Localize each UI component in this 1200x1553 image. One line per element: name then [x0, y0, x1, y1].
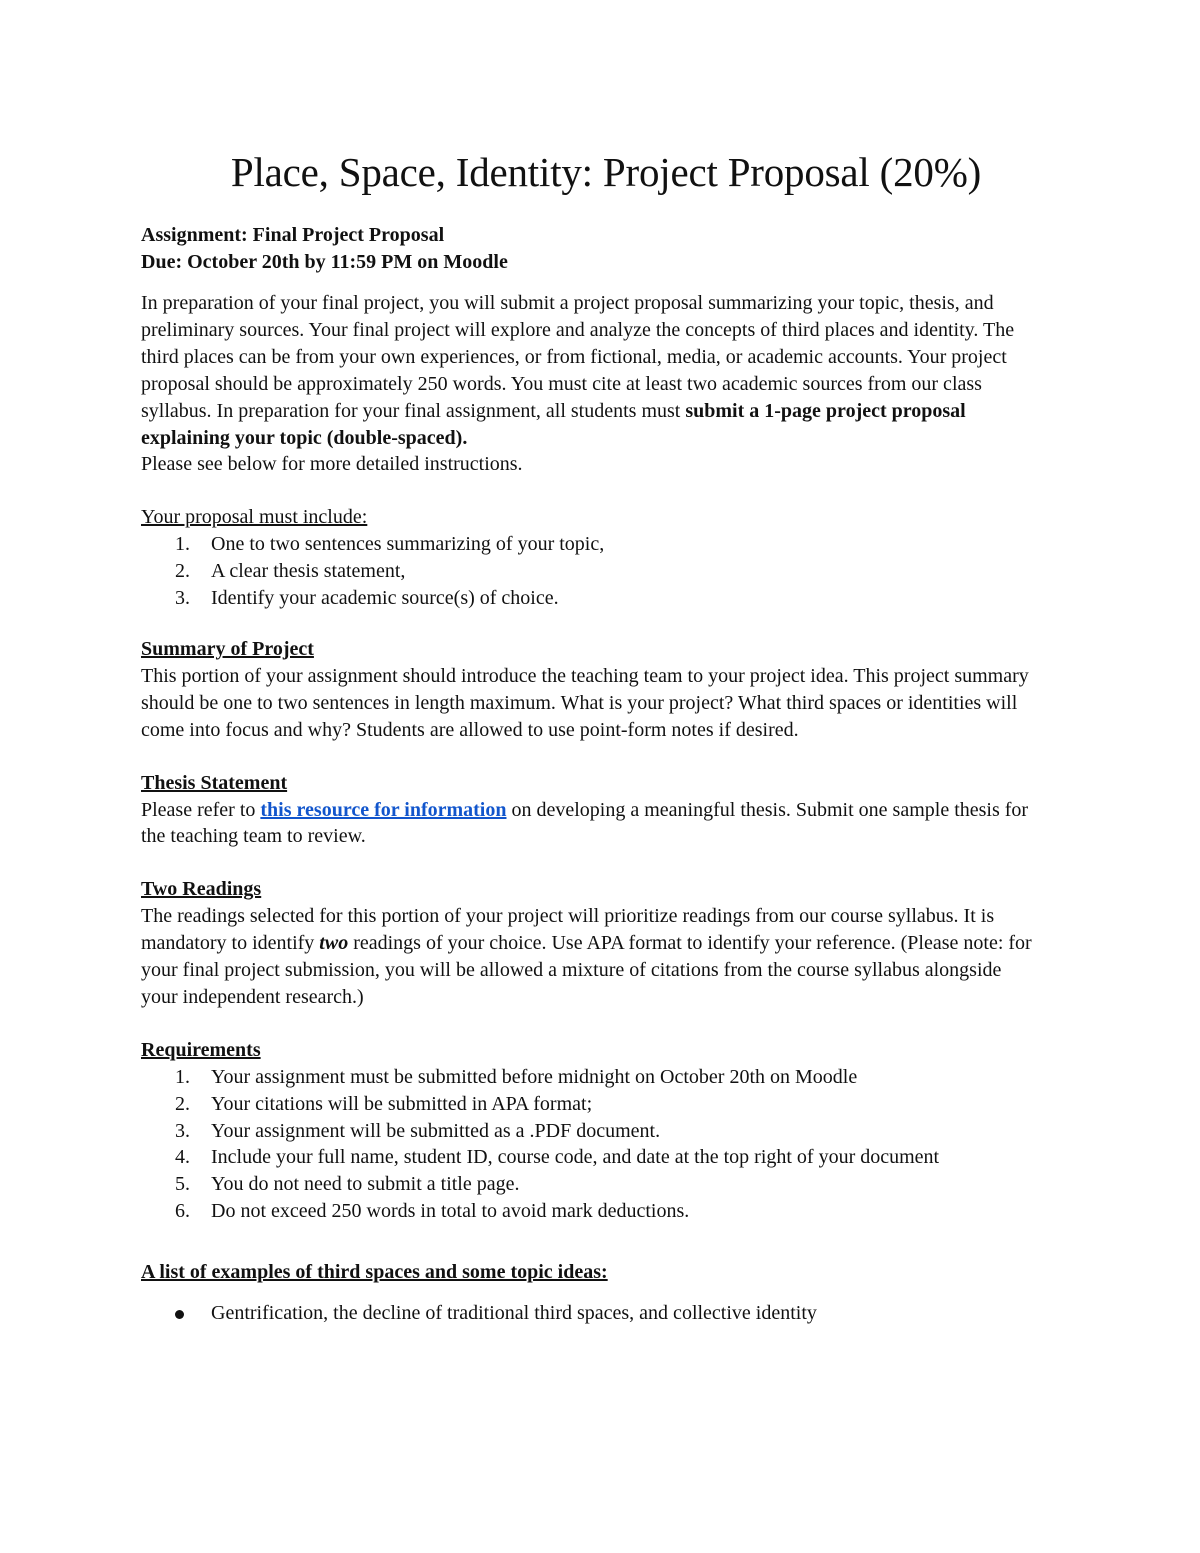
readings-italic-text: two: [319, 932, 349, 955]
list-number: 5.: [175, 1173, 190, 1196]
assignment-meta: [141, 222, 1041, 276]
readings-paragraph: [141, 903, 1041, 1011]
summary-text: This portion of your assignment should introduce the teaching team to your project idea. This project summary should be one to two sentences in length maximum. What is your project? What third spaces or identities will come into focus and why? Students are allowed to use point-form notes if desired.: [141, 664, 1029, 741]
list-text: Gentrification, the decline of traditional third spaces, and collective identity: [211, 1302, 817, 1325]
list-item: [141, 1118, 1041, 1145]
list-number: 3.: [175, 1119, 190, 1142]
readings-section: [141, 876, 1041, 1011]
thesis-resource-link[interactable]: this resource for information: [260, 798, 507, 821]
requirements-list: [141, 1064, 1041, 1225]
list-text: You do not need to submit a title page.: [211, 1173, 520, 1196]
thesis-section: [141, 770, 1041, 851]
due-line: Due: October 20th by 11:59 PM on Moodle: [141, 251, 508, 273]
list-text: Your assignment must be submitted before midnight on October 20th on Moodle: [211, 1065, 858, 1088]
list-text: Your assignment will be submitted as a .PDF document.: [211, 1119, 661, 1142]
assignment-line: Assignment: Final Project Proposal: [141, 224, 445, 246]
requirements-heading: Requirements: [141, 1038, 261, 1061]
thesis-text-after: on developing a meaningful thesis. Submit one sample thesis for the teaching team to review.: [141, 798, 1029, 848]
intro-text: In preparation of your final project, you will submit a project proposal summarizing your topic, thesis, and preliminary sources. Your final project will explore and analyze the concepts of third places and identity. The third places can be from your own experiences, or from fictional, media, or academic accounts. Your project proposal should be approximately 250 words. You must cite at least two academic sources from our class syllabus. In preparation for your final assignment, all students must: [141, 292, 1015, 422]
list-item: [141, 1198, 1041, 1225]
list-number: 2.: [175, 560, 190, 583]
list-item: [141, 1064, 1041, 1091]
list-number: 3.: [175, 587, 190, 610]
proposal-include-heading: Your proposal must include:: [141, 506, 368, 529]
summary-section: [141, 636, 1041, 744]
list-number: 1.: [175, 533, 190, 556]
list-item: [141, 1091, 1041, 1118]
list-number: 4.: [175, 1146, 190, 1169]
readings-text-before: The readings selected for this portion of your project will prioritize readings from our course syllabus. It is mandatory to identify: [141, 905, 995, 955]
intro-after-text: Please see below for more detailed instructions.: [141, 453, 523, 476]
list-item: [141, 585, 1041, 612]
list-text: A clear thesis statement,: [211, 560, 406, 583]
summary-heading: Summary of Project: [141, 637, 314, 660]
intro-paragraph: [141, 290, 1041, 478]
list-item: [141, 1300, 1041, 1327]
examples-heading: A list of examples of third spaces and some topic ideas:: [141, 1261, 608, 1284]
thesis-text-before: Please refer to: [141, 798, 261, 821]
readings-text-after: readings of your choice. Use APA format to identify your reference. (Please note: for your final project submission, you will be allowed a mixture of citations from the course syllabus alongside your independent research.): [141, 932, 1032, 1008]
list-item: [141, 1171, 1041, 1198]
document-title: Place, Space, Identity: Project Proposal (20%): [230, 149, 982, 195]
readings-heading: Two Readings: [141, 878, 262, 901]
examples-list: [141, 1300, 1041, 1327]
list-number: 6.: [175, 1200, 190, 1223]
proposal-include-list: [141, 531, 1041, 612]
proposal-include-section: [141, 504, 1041, 612]
list-text: Identify your academic source(s) of choice.: [211, 587, 559, 610]
list-text: One to two sentences summarizing of your topic,: [211, 533, 605, 556]
list-text: Your citations will be submitted in APA format;: [211, 1092, 593, 1115]
intro-bold-text: submit a 1-page project proposal explaining your topic (double-spaced).: [141, 399, 966, 449]
bullet-icon: [175, 1310, 184, 1319]
requirements-section: [141, 1037, 1041, 1225]
list-number: 1.: [175, 1065, 190, 1088]
list-number: 2.: [175, 1092, 190, 1115]
list-text: Include your full name, student ID, course code, and date at the top right of your document: [211, 1146, 940, 1169]
list-text: Do not exceed 250 words in total to avoid mark deductions.: [211, 1200, 690, 1223]
list-item: [141, 531, 1041, 558]
document-page: [141, 146, 1041, 1327]
thesis-heading: Thesis Statement: [141, 771, 288, 794]
list-item: [141, 558, 1041, 585]
examples-section: [141, 1259, 1041, 1327]
thesis-paragraph: [141, 797, 1041, 851]
list-item: [141, 1144, 1041, 1171]
